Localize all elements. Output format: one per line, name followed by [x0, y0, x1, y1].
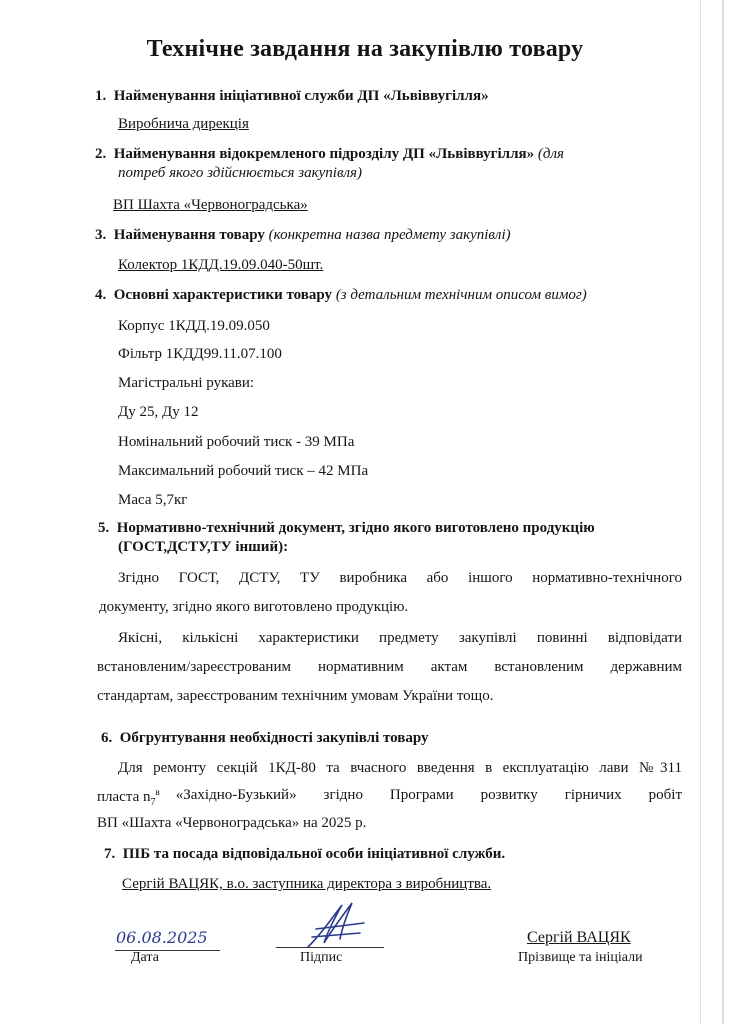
paragraph-line: Для ремонту секцій 1КД-80 та вчасного введення в експлуатацію лави №311 — [118, 760, 682, 776]
section-title: Нормативно-технічний документ, згідно якого виготовлено продукцію — [116, 520, 595, 536]
paragraph-line — [97, 787, 682, 808]
seam-label — [97, 787, 160, 808]
section-number: 6. — [101, 730, 113, 746]
section-6-heading — [101, 730, 429, 747]
paragraph-line: встановленим/зареєстрованим нормативним актам встановленим державним — [97, 659, 682, 675]
paragraph-line-rest: «Західно-Бузький» згідно Програми розвитку гірничих робіт — [175, 787, 682, 803]
section-note: (для — [537, 146, 564, 162]
spec-item: Максимальний робочий тиск – 42 МПа — [118, 463, 369, 479]
section-2-heading — [95, 146, 564, 163]
section-title: Найменування товару — [113, 227, 265, 243]
date-handwritten: 06.08.2025 — [116, 928, 208, 947]
scan-edge-line — [700, 0, 701, 1024]
section-title: Основні характеристики товару — [113, 287, 333, 303]
section-4-heading — [95, 287, 587, 304]
seam-superscript: в — [155, 787, 160, 797]
section-title: Найменування ініціативної служби ДП «Львіввугілля» — [113, 88, 489, 104]
section-number: 3. — [95, 227, 107, 243]
responsible-person-value: Сергій ВАЦЯК, в.о. заступника директора з виробництва. — [122, 876, 492, 892]
section-number: 4. — [95, 287, 107, 303]
spec-item: Магістральні рукави: — [118, 375, 255, 391]
signature-label: Підпис — [300, 950, 343, 965]
section-number: 1. — [95, 88, 107, 104]
section-title: ПІБ та посада відповідальної особи ініціативної служби. — [122, 846, 506, 862]
spec-item: Корпус 1КДД.19.09.050 — [118, 318, 270, 334]
section-1-heading — [95, 88, 489, 105]
seam-name: пласта n — [97, 789, 151, 805]
section-number: 2. — [95, 146, 107, 162]
section-note: (з детальним технічним описом вимог) — [335, 287, 587, 303]
initiator-service-value: Виробнича дирекція — [118, 116, 249, 132]
spec-item: Ду 25, Ду 12 — [118, 404, 199, 420]
spec-item: Маса 5,7кг — [118, 492, 188, 508]
section-title: Найменування відокремленого підрозділу ДП «Львіввугілля» — [113, 146, 535, 162]
spec-item: Номінальний робочий тиск - 39 МПа — [118, 434, 355, 450]
paragraph-line: ВП «Шахта «Червоноградська» на 2025 р. — [97, 815, 367, 831]
name-label: Прізвище та ініціали — [518, 950, 643, 965]
scan-edge-line — [722, 0, 724, 1024]
paragraph-line: документу, згідно якого виготовлено продукцію. — [99, 599, 409, 615]
page-title: Технічне завдання на закупівлю товару — [146, 36, 584, 62]
section-number: 7. — [104, 846, 116, 862]
section-note: (конкретна назва предмету закупівлі) — [268, 227, 511, 243]
section-number: 5. — [98, 520, 110, 536]
section-title: Обгрунтування необхідності закупівлі товару — [119, 730, 429, 746]
signature-line — [276, 947, 384, 948]
subdivision-value: ВП Шахта «Червоноградська» — [113, 197, 308, 213]
seam-subscript: 7 — [150, 797, 156, 808]
paragraph-line: Якісні, кількісні характеристики предмету закупівлі повинні відповідати — [118, 630, 682, 646]
spec-item: Фільтр 1КДД99.11.07.100 — [118, 346, 282, 362]
name-value: Сергій ВАЦЯК — [527, 929, 631, 946]
section-5-heading-line2: (ГОСТ,ДСТУ,ТУ інший): — [118, 539, 289, 555]
section-3-heading — [95, 227, 511, 244]
paragraph-line: стандартам, зареєстрованим технічним умовам України тощо. — [97, 688, 494, 704]
signature-image — [290, 895, 380, 955]
section-7-heading — [104, 846, 505, 863]
date-label: Дата — [131, 950, 159, 965]
paragraph-line: Згідно ГОСТ, ДСТУ, ТУ виробника або іншого нормативно-технічного — [118, 570, 682, 586]
section-2-note-line2: потреб якого здійснюється закупівля) — [118, 165, 362, 181]
product-name-value: Колектор 1КДД.19.09.040-50шт. — [118, 257, 324, 273]
section-5-heading — [98, 520, 595, 537]
